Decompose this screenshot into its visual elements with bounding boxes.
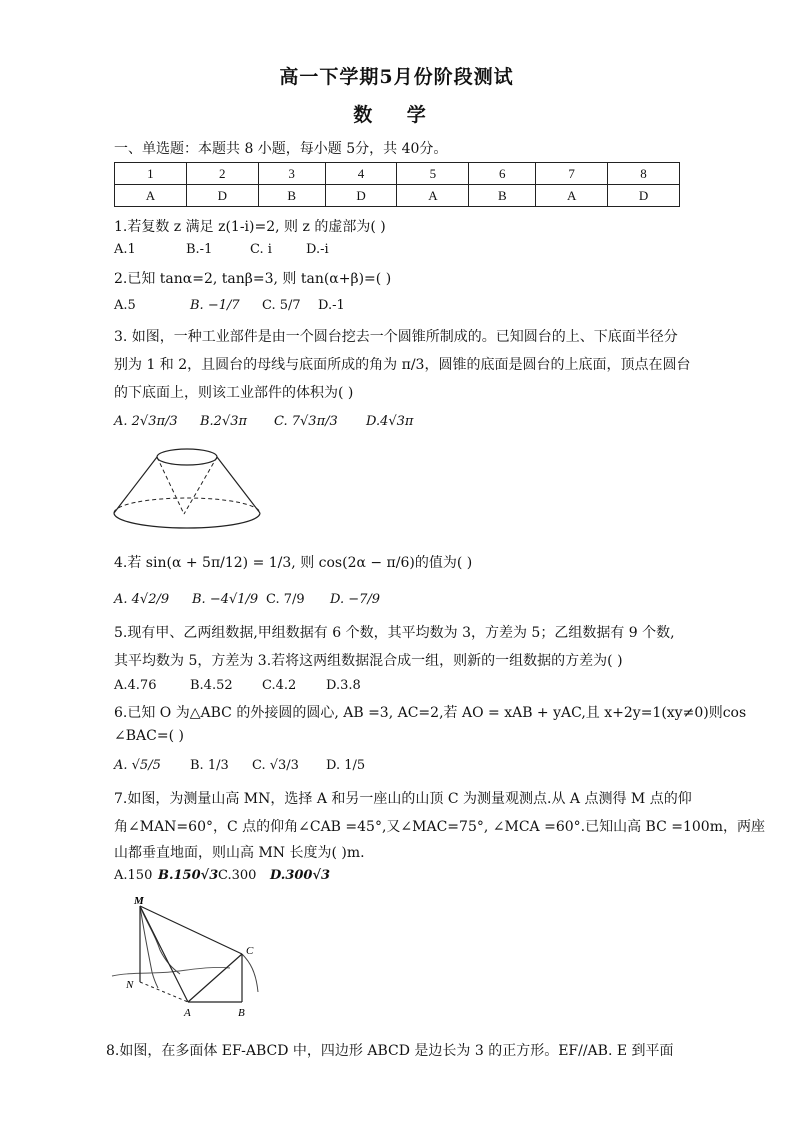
table-cell: 1 xyxy=(115,163,187,185)
table-cell: 5 xyxy=(397,163,469,185)
question-2-stem: 2.已知 tanα=2, tanβ=3, 则 tan(α+β)=( ) xyxy=(114,271,392,287)
q6-option-d: D. 1/5 xyxy=(326,758,366,773)
answer-table-number-row xyxy=(115,163,680,185)
question-8-line-1: 8.如图，在多面体 EF-ABCD 中，四边形 ABCD 是边长为 3 的正方形。EF//AB. E 到平面 xyxy=(106,1043,674,1059)
question-4-stem: 4.若 sin(α + 5π/12) = 1/3, 则 cos(2α − π/6)的值为( ) xyxy=(114,555,473,571)
q1-option-d: D.-i xyxy=(306,242,329,257)
segment-ca xyxy=(188,954,242,1002)
q2-option-c: C. 5/7 xyxy=(262,298,301,313)
frustum-top-ellipse xyxy=(157,449,217,465)
q4-option-a: A. 4√2/9 xyxy=(114,592,170,607)
q1-option-b: B.-1 xyxy=(186,242,213,257)
mountain-m-face xyxy=(140,906,158,988)
question-5-line-2: 其平均数为 5，方差为 3.若将这两组数据混合成一组，则新的一组数据的方差为( ) xyxy=(114,653,623,669)
q6-option-c: C. √3/3 xyxy=(252,758,299,773)
question-6-line-2: ∠BAC=( ) xyxy=(114,728,184,744)
q2-option-a: A.5 xyxy=(114,298,136,313)
q5-option-b: B.4.52 xyxy=(190,678,233,693)
table-cell: 6 xyxy=(469,163,536,185)
segment-mc xyxy=(140,906,242,954)
question-7-line-3: 山都垂直地面，则山高 MN 长度为( )m. xyxy=(114,845,365,861)
mountain-measurement-figure xyxy=(110,892,270,1022)
table-cell: 7 xyxy=(536,163,608,185)
q2-option-b: B. −1/7 xyxy=(190,298,240,313)
table-cell: D xyxy=(325,185,397,207)
q6-option-a: A. √5/5 xyxy=(114,758,161,773)
question-3-line-3: 的下底面上，则该工业部件的体积为( ) xyxy=(114,385,354,401)
label-n: N xyxy=(126,979,134,991)
segment-na xyxy=(140,982,188,1002)
q3-option-c: C. 7√3π/3 xyxy=(274,414,338,429)
segment-ma xyxy=(140,906,188,1002)
q7-option-d: D.300√3 xyxy=(270,868,331,883)
label-m: M xyxy=(134,895,144,907)
frustum-left-generatrix xyxy=(114,457,157,513)
q6-option-b: B. 1/3 xyxy=(190,758,229,773)
section-heading: 一、单选题：本题共 8 小题，每小题 5分，共 40分。 xyxy=(114,141,448,157)
question-7-line-1: 7.如图，为测量山高 MN，选择 A 和另一座山的山顶 C 为测量观测点.从 A 点测得 M 点的仰 xyxy=(114,791,692,807)
label-c: C xyxy=(246,945,254,957)
frustum-bottom-front-arc xyxy=(114,513,260,528)
question-5-line-1: 5.现有甲、乙两组数据,甲组数据有 6 个数，其平均数为 3，方差为 5；乙组数据有 9 个数, xyxy=(114,625,675,641)
q4-option-d: D. −7/9 xyxy=(330,592,381,607)
table-cell: D xyxy=(186,185,258,207)
table-cell: B xyxy=(258,185,325,207)
q3-option-d: D.4√3π xyxy=(366,414,414,429)
q7-option-c: C.300 xyxy=(218,868,257,883)
frustum-bottom-back-arc xyxy=(114,498,260,513)
frustum-right-generatrix xyxy=(217,457,260,513)
question-6-line-1: 6.已知 O 为△ABC 的外接圆的圆心, AB =3, AC=2,若 AO = xAB + yAC,且 x+2y=1(xy≠0)则cos xyxy=(114,705,747,721)
mountain-c-outline xyxy=(242,954,258,992)
label-b: B xyxy=(238,1007,245,1019)
question-3-line-1: 3. 如图，一种工业部件是由一个圆台挖去一个圆锥所制成的。已知圆台的上、下底面半径分 xyxy=(114,329,678,345)
table-cell: A xyxy=(536,185,608,207)
q5-option-a: A.4.76 xyxy=(114,678,157,693)
q7-option-a: A.150 xyxy=(114,868,153,883)
q3-option-a: A. 2√3π/3 xyxy=(114,414,178,429)
table-cell: 8 xyxy=(608,163,680,185)
question-1-stem: 1.若复数 z 满足 z(1-i)=2, 则 z 的虚部为( ) xyxy=(114,219,386,235)
question-7-line-2: 角∠MAN=60°，C 点的仰角∠CAB =45°,又∠MAC=75°, ∠MCA =60°.已知山高 BC =100m，两座 xyxy=(114,819,765,835)
q5-option-d: D.3.8 xyxy=(326,678,361,693)
q5-option-c: C.4.2 xyxy=(262,678,297,693)
table-cell: D xyxy=(608,185,680,207)
table-cell: 3 xyxy=(258,163,325,185)
table-cell: 4 xyxy=(325,163,397,185)
q7-option-b: B.150√3 xyxy=(158,868,219,883)
table-cell: 2 xyxy=(186,163,258,185)
table-cell: B xyxy=(469,185,536,207)
answer-table xyxy=(114,162,680,207)
q3-option-b: B.2√3π xyxy=(200,414,248,429)
frustum-cone-figure xyxy=(110,440,266,532)
cone-left-edge xyxy=(157,457,184,514)
q1-option-a: A.1 xyxy=(114,242,136,257)
q4-option-c: C. 7/9 xyxy=(266,592,305,607)
q2-option-d: D.-1 xyxy=(318,298,345,313)
label-a: A xyxy=(184,1007,191,1019)
subject-title: 数 学 xyxy=(353,104,440,126)
table-cell: A xyxy=(397,185,469,207)
question-3-line-2: 别为 1 和 2，且圆台的母线与底面所成的角为 π/3，圆锥的底面是圆台的上底面，顶点在圆台 xyxy=(114,357,691,373)
table-cell: A xyxy=(115,185,187,207)
q4-option-b: B. −4√1/9 xyxy=(192,592,259,607)
page-title: 高一下学期5月份阶段测试 xyxy=(279,66,514,88)
q1-option-c: C. i xyxy=(250,242,272,257)
answer-table-answer-row xyxy=(115,185,680,207)
